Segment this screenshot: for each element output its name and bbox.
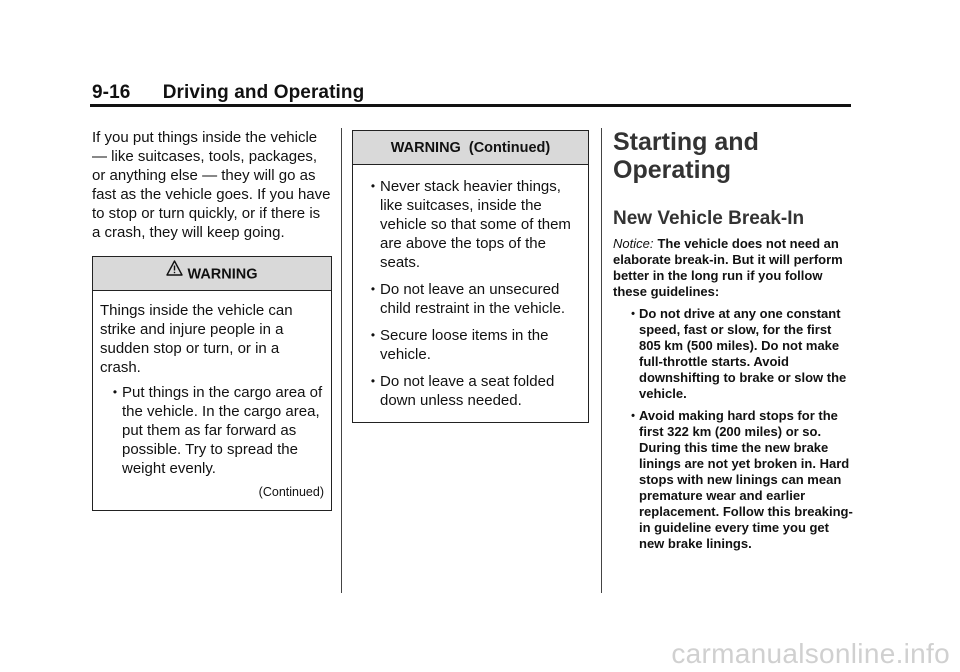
- warning-continued-box: [352, 130, 589, 423]
- bullet-text: Do not leave a seat folded down unless needed.: [380, 373, 555, 409]
- warning-box: [92, 256, 332, 511]
- intro-paragraph: If you put things inside the vehicle — like suitcases, tools, packages, or anything else — they will go as fast as the vehicle goes. If you have to stop or turn quickly, or if there is a crash, they will keep going.: [92, 129, 331, 241]
- bullet-icon: •: [631, 410, 635, 422]
- warning-title: WARNING: [187, 266, 258, 283]
- column-divider-1: [341, 128, 342, 593]
- continued-label: (Continued): [258, 485, 324, 499]
- list-item: [100, 383, 324, 478]
- bullet-icon: •: [370, 374, 376, 388]
- warning-triangle-icon: [166, 255, 183, 290]
- column-3: [613, 128, 853, 552]
- warning-text: Things inside the vehicle can strike and injure people in a sudden stop or turn, or in a crash.: [100, 302, 293, 376]
- notice-paragraph: [613, 236, 853, 300]
- warning-body: [93, 291, 331, 510]
- bullet-text: Put things in the cargo area of the vehicle. In the cargo area, put them as far forward as possible. Try to spread the weight evenly.: [122, 384, 323, 477]
- list-item: [613, 408, 853, 552]
- bullet-icon: •: [631, 308, 635, 320]
- section-heading: Starting and Operating: [613, 128, 759, 184]
- list-item: [360, 326, 581, 364]
- notice-text: The vehicle does not need an elaborate break-in. But it will perform better in the long run if you follow these guidelines:: [613, 236, 843, 299]
- bullet-text: Never stack heavier things, like suitcases, inside the vehicle so that some of them are above the tops of the seats.: [380, 178, 571, 271]
- bullet-text: Do not leave an unsecured child restraint in the vehicle.: [380, 281, 566, 317]
- list-item: [360, 372, 581, 410]
- column-2: [352, 130, 589, 423]
- column-divider-2: [601, 128, 602, 593]
- bullet-icon: •: [370, 179, 376, 193]
- list-item: [360, 280, 581, 318]
- notice-label: Notice:: [613, 236, 654, 251]
- header-rule: [90, 104, 851, 107]
- watermark: carmanualsonline.info: [671, 638, 950, 669]
- subsection-heading: New Vehicle Break-In: [613, 208, 805, 229]
- list-item: [613, 306, 853, 402]
- warning-header: [93, 257, 331, 291]
- bullet-text: Secure loose items in the vehicle.: [380, 327, 549, 363]
- page-header: 9-16 Driving and Operating: [92, 82, 365, 103]
- bullet-icon: •: [112, 385, 118, 399]
- bullet-icon: •: [370, 328, 376, 342]
- warning-continued-header: WARNING (Continued): [353, 131, 588, 165]
- warning-continued-body: [353, 165, 588, 422]
- bullet-text: Do not drive at any one constant speed, fast or slow, for the first 805 km (500 miles). Do not make full-throttle starts. Avoid downshifting to brake or slow the vehicle.: [639, 306, 847, 401]
- list-item: [360, 177, 581, 272]
- column-1: [92, 128, 332, 511]
- bullet-text: Avoid making hard stops for the first 322 km (200 miles) or so. During this time the new brake linings are not yet broken in. Hard stops with new linings can mean premature wear and earlier replacement. Follow this breaking-in guideline every time you get new brake linings.: [639, 408, 853, 551]
- bullet-icon: •: [370, 282, 376, 296]
